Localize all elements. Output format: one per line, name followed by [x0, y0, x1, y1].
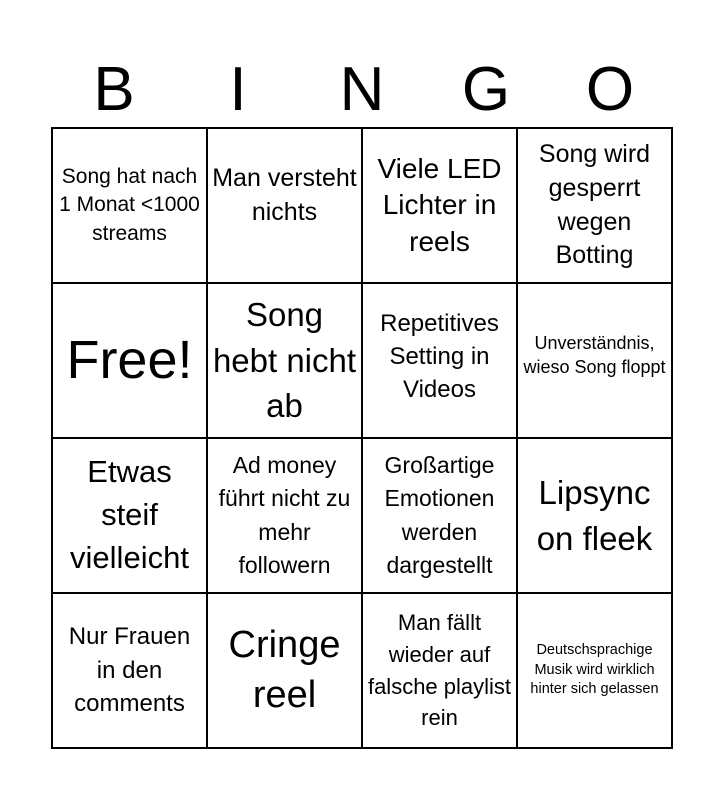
- bingo-cell-4-1[interactable]: [53, 594, 208, 749]
- cell-text: Lipsync on fleek: [536, 473, 653, 557]
- bingo-cell-4-2[interactable]: [208, 594, 363, 749]
- cell-text: Nur Frauen in den comments: [68, 623, 191, 718]
- bingo-cell-2-1[interactable]: [53, 284, 208, 439]
- header-letter-n: N: [339, 55, 385, 124]
- bingo-cell-3-1[interactable]: [53, 439, 208, 594]
- cell-text: Deutschsprachige Musik wird wirklich hinter sich gelassen: [530, 642, 659, 698]
- cell-text: Man fällt wieder auf falsche playlist rein: [367, 609, 512, 731]
- bingo-cell-2-3[interactable]: [363, 284, 518, 439]
- bingo-cell-1-4[interactable]: [518, 129, 673, 284]
- cell-text: Repetitives Setting in Videos: [380, 309, 499, 404]
- header-letter-b: B: [93, 55, 135, 124]
- bingo-cell-4-4[interactable]: [518, 594, 673, 749]
- free-space: Free!: [66, 330, 193, 391]
- bingo-cell-1-2[interactable]: [208, 129, 363, 284]
- cell-text: Song hebt nicht ab: [212, 296, 357, 425]
- bingo-cell-3-4[interactable]: [518, 439, 673, 594]
- cell-text: Cringe reel: [228, 624, 341, 716]
- cell-text: Man versteht nichts: [212, 163, 357, 226]
- cell-text: Etwas steif vielleicht: [70, 454, 189, 575]
- header-letter-i: I: [229, 55, 247, 124]
- bingo-cell-2-4[interactable]: [518, 284, 673, 439]
- cell-text: Song wird gesperrt wegen Botting: [538, 140, 651, 270]
- bingo-cell-4-3[interactable]: [363, 594, 518, 749]
- cell-text: Großartige Emotionen werden dargestellt: [384, 451, 495, 578]
- bingo-cell-3-3[interactable]: [363, 439, 518, 594]
- header-letter-g: G: [461, 55, 511, 124]
- cell-text: Song hat nach 1 Monat <1000 streams: [59, 164, 200, 245]
- bingo-cell-3-2[interactable]: [208, 439, 363, 594]
- bingo-header: [52, 52, 672, 128]
- bingo-cell-2-2[interactable]: [208, 284, 363, 439]
- header-letter-o: O: [585, 55, 635, 124]
- bingo-cell-1-3[interactable]: [363, 129, 518, 284]
- bingo-cell-1-1[interactable]: [53, 129, 208, 284]
- cell-text: Unverständnis, wieso Song floppt: [523, 333, 666, 377]
- bingo-grid: [51, 127, 673, 749]
- cell-text: Viele LED Lichter in reels: [377, 152, 502, 257]
- cell-text: Ad money führt nicht zu mehr followern: [218, 451, 351, 578]
